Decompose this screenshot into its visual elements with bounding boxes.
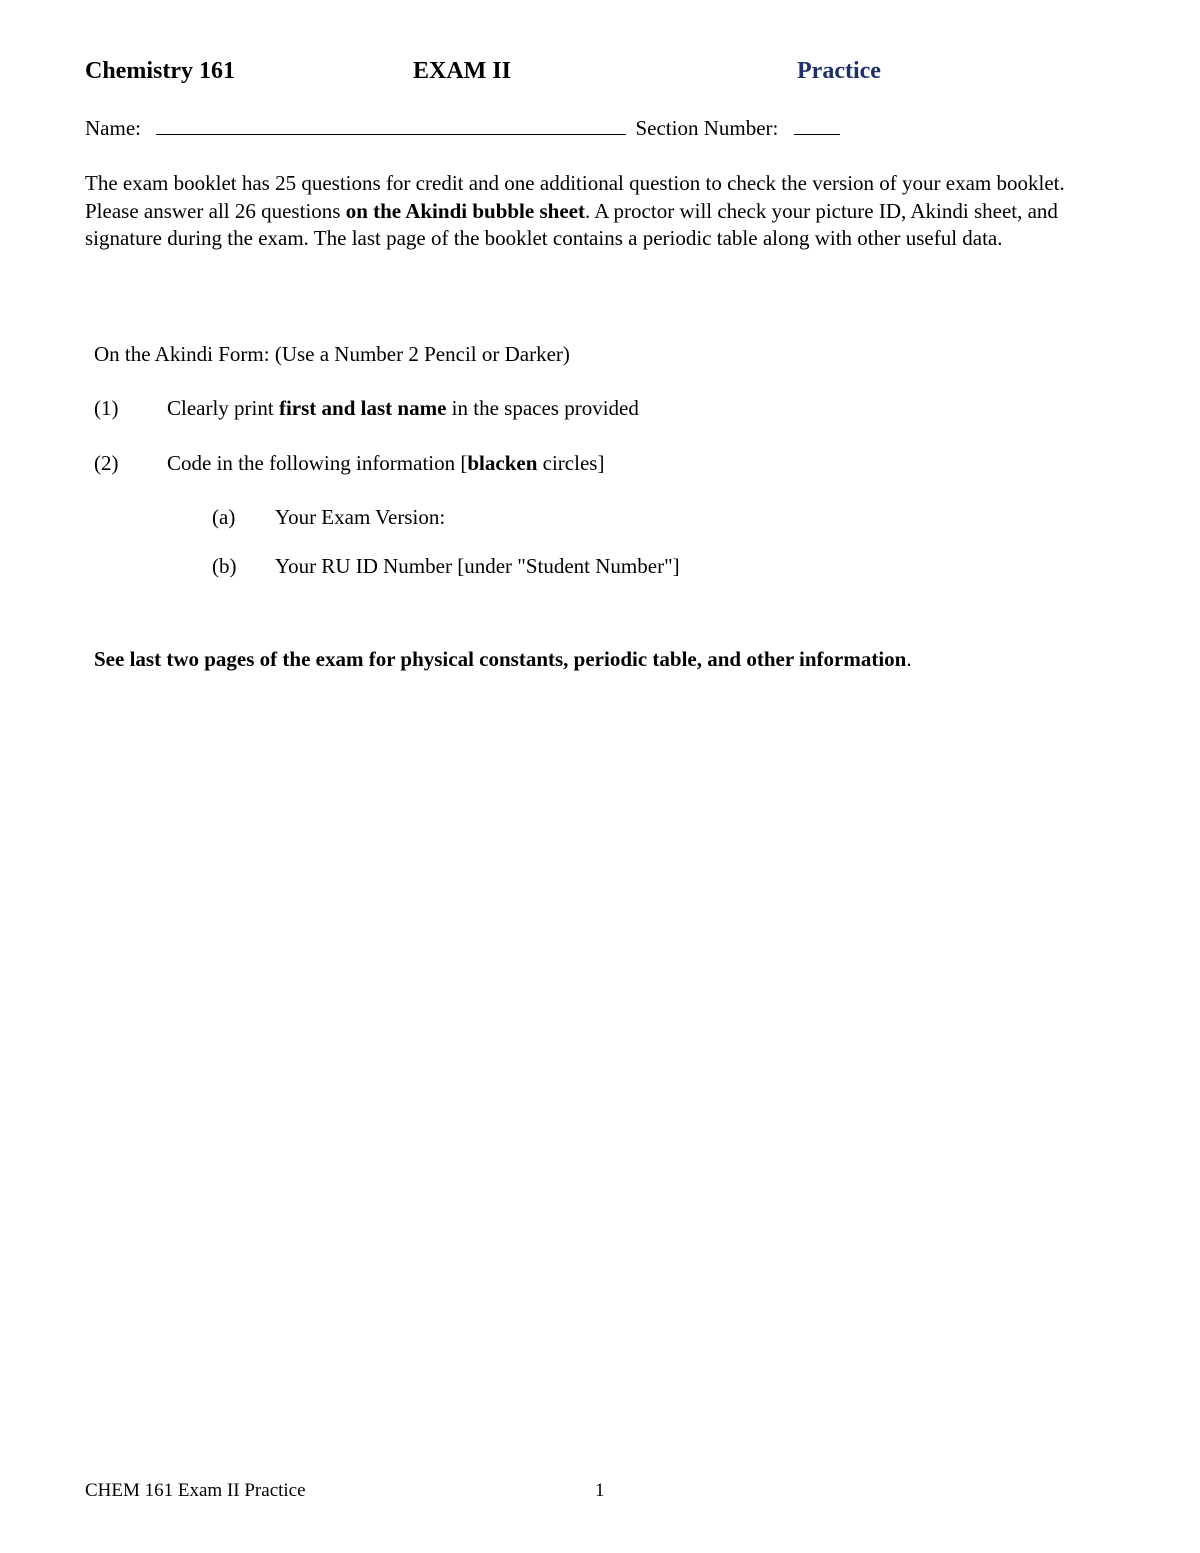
step-2-number: (2) [94,451,119,475]
reference-note-bold: See last two pages of the exam for physical constants, periodic table, and other information [94,647,907,671]
reference-note-end: . [906,647,912,671]
step-2-pre: Code in the following information [ [167,451,468,475]
instructions-text-1: The exam booklet has 25 questions for credit and one additional question to check the version of your exam booklet. Please answer all 26 questions [85,171,1065,223]
name-blank[interactable] [156,116,626,135]
step-2-text [167,451,604,476]
instructions-bold-text: on the Akindi bubble sheet [345,198,585,223]
course-title: Chemistry 161 [85,58,235,84]
exam-version-label: Practice [797,58,881,84]
step-1-pre: Clearly print [167,396,279,420]
name-label: Name: [85,116,141,140]
step-1-post: in the spaces provided [446,396,639,420]
page-number: 1 [595,1480,605,1501]
step-1-number: (1) [94,396,119,420]
section-number-blank[interactable] [794,116,840,135]
section-number-label: Section Number: [635,116,779,140]
sub-a-text: Your Exam Version: [275,505,446,529]
exam-title: EXAM II [413,58,512,84]
footer-label: CHEM 161 Exam II Practice [85,1480,306,1501]
sub-b-letter: (b) [212,554,237,578]
sub-b-text: Your RU ID Number [under "Student Number"] [275,554,680,578]
step-2-post: circles] [537,451,605,475]
reference-note [94,647,912,672]
step-1-text [167,396,639,421]
name-line [85,116,840,141]
akindi-heading: On the Akindi Form: (Use a Number 2 Pencil or Darker) [94,342,570,366]
sub-a-letter: (a) [212,505,236,529]
instructions-paragraph [85,170,1115,253]
step-1-bold: first and last name [278,396,447,420]
step-2-bold: blacken [467,451,538,475]
instructions-text-2: . A proctor will check your picture ID, Akindi sheet, and signature during the exam. The last page of the booklet contains a periodic table along with other useful data. [85,198,1058,250]
